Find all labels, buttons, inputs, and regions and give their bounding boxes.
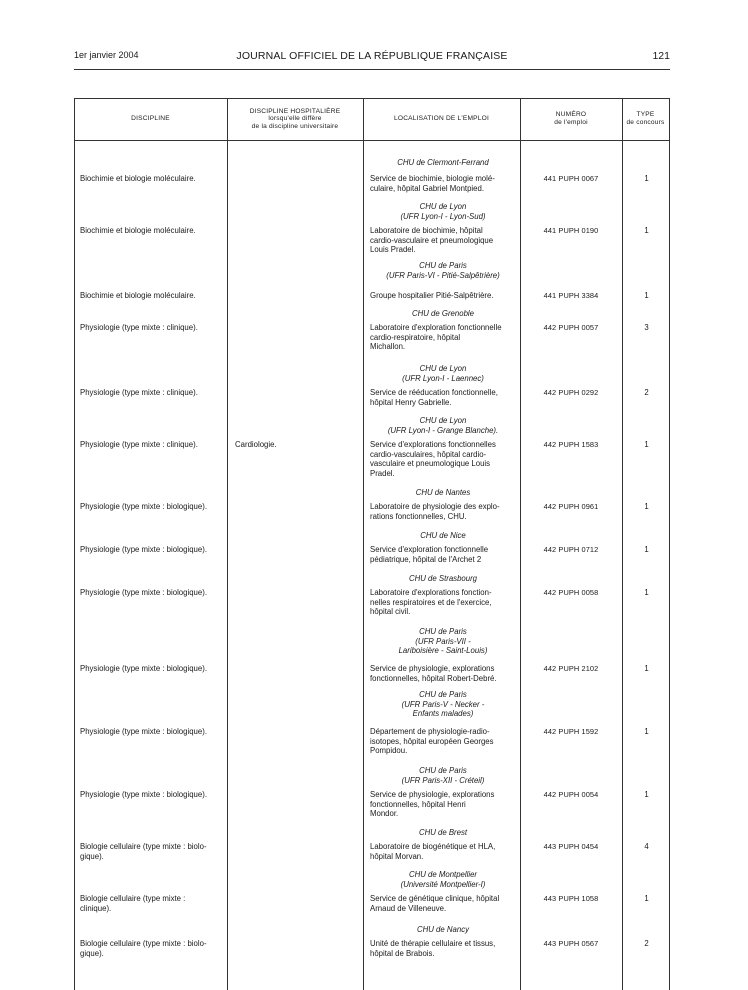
location-cell: Unité de thérapie cellulaire et tissus, hôpital de Brabois.	[370, 939, 496, 958]
competition-type-cell: 1	[644, 174, 649, 183]
location-cell: Service de rééducation fonctionnelle, hôpital Henry Gabrielle.	[370, 388, 498, 407]
competition-type-cell: 1	[644, 588, 649, 597]
hospital-center-name: CHU de Lyon (UFR Lyon-I - Laennec)	[402, 364, 484, 383]
hospital-center-name: CHU de Nancy	[417, 925, 469, 934]
position-number-cell: 442 PUPH 0054	[543, 790, 599, 799]
column-header-number: NUMÉRO de l'emploi	[554, 111, 588, 126]
discipline-cell: Physiologie (type mixte : biologique).	[80, 664, 207, 673]
location-cell: Département de physiologie-radio- isotopes, hôpital européen Georges Pompidou.	[370, 727, 494, 756]
position-number-cell: 441 PUPH 3384	[543, 291, 599, 300]
hospital-center-name: CHU de Paris (UFR Paris-VI - Pitié-Salpêtrière)	[386, 261, 500, 280]
competition-type-cell: 2	[644, 388, 649, 397]
hospital-center-name: CHU de Brest	[418, 828, 468, 837]
hospital-center-name: CHU de Nantes	[415, 488, 471, 497]
header-divider	[74, 140, 670, 141]
competition-type-cell: 1	[644, 502, 649, 511]
column-header-type: TYPE de concours	[626, 111, 665, 126]
location-cell: Laboratoire de physiologie des explo- rations fonctionnelles, CHU.	[370, 502, 500, 521]
competition-type-cell: 1	[644, 664, 649, 673]
column-divider	[363, 98, 364, 990]
position-number-cell: 442 PUPH 1583	[543, 440, 599, 449]
location-cell: Service de biochimie, biologie molé- culaire, hôpital Gabriel Montpied.	[370, 174, 495, 193]
position-number-cell: 442 PUPH 1592	[543, 727, 599, 736]
competition-type-cell: 1	[644, 894, 649, 903]
hospital-center-name: CHU de Nice	[420, 531, 466, 540]
location-cell: Service d'exploration fonctionnelle pédiatrique, hôpital de l'Archet 2	[370, 545, 489, 564]
hospital-center-name: CHU de Clermont-Ferrand	[397, 158, 489, 167]
location-cell: Laboratoire d'explorations fonction- nelles respiratoires et de l'exercice, hôpital civil.	[370, 588, 492, 617]
location-cell: Laboratoire d'exploration fonctionnelle cardio-respiratoire, hôpital Michallon.	[370, 323, 502, 352]
location-cell: Groupe hospitalier Pitié-Salpêtrière.	[370, 291, 494, 300]
discipline-cell: Physiologie (type mixte : biologique).	[80, 727, 207, 736]
competition-type-cell: 3	[644, 323, 649, 332]
hospital-center-name: CHU de Grenoble	[412, 309, 474, 318]
position-number-cell: 442 PUPH 0057	[543, 323, 599, 332]
discipline-cell: Physiologie (type mixte : biologique).	[80, 545, 207, 554]
discipline-cell: Physiologie (type mixte : clinique).	[80, 440, 198, 449]
position-number-cell: 442 PUPH 0961	[543, 502, 599, 511]
discipline-cell: Physiologie (type mixte : biologique).	[80, 790, 207, 799]
position-number-cell: 442 PUPH 0712	[543, 545, 599, 554]
publication-date: 1er janvier 2004	[74, 50, 139, 60]
hospital-center-name: CHU de Paris (UFR Paris-VII - Lariboisière - Saint-Louis)	[398, 627, 488, 656]
discipline-cell: Biologie cellulaire (type mixte : biolo- gique).	[80, 939, 207, 958]
discipline-cell: Physiologie (type mixte : biologique).	[80, 502, 207, 511]
position-number-cell: 441 PUPH 0190	[543, 226, 599, 235]
competition-type-cell: 1	[644, 790, 649, 799]
competition-type-cell: 1	[644, 226, 649, 235]
hospital-center-name: CHU de Paris (UFR Paris-XII - Créteil)	[401, 766, 485, 785]
header-rule	[74, 69, 670, 70]
competition-type-cell: 2	[644, 939, 649, 948]
hospital-center-name: CHU de Lyon (UFR Lyon-I - Grange Blanche).	[387, 416, 499, 435]
column-header-hospital-discipline: DISCIPLINE HOSPITALIÈRE lorsqu'elle diffère de la discipline universitaire	[249, 107, 341, 130]
position-number-cell: 442 PUPH 0292	[543, 388, 599, 397]
journal-title: JOURNAL OFFICIEL DE LA RÉPUBLIQUE FRANÇAISE	[236, 50, 508, 62]
discipline-cell: Physiologie (type mixte : clinique).	[80, 323, 198, 332]
page-header	[74, 50, 670, 66]
location-cell: Service de génétique clinique, hôpital Arnaud de Villeneuve.	[370, 894, 500, 913]
table-border-left	[74, 98, 75, 990]
position-number-cell: 443 PUPH 1058	[543, 894, 599, 903]
position-number-cell: 443 PUPH 0567	[543, 939, 599, 948]
position-number-cell: 442 PUPH 2102	[543, 664, 599, 673]
discipline-cell: Physiologie (type mixte : clinique).	[80, 388, 198, 397]
discipline-cell: Physiologie (type mixte : biologique).	[80, 588, 207, 597]
location-cell: Laboratoire de biogénétique et HLA, hôpital Morvan.	[370, 842, 496, 861]
hospital-center-name: CHU de Strasbourg	[408, 574, 478, 583]
competition-type-cell: 1	[644, 440, 649, 449]
competition-type-cell: 1	[644, 545, 649, 554]
discipline-cell: Biologie cellulaire (type mixte : clinique).	[80, 894, 186, 913]
competition-type-cell: 1	[644, 291, 649, 300]
position-number-cell: 443 PUPH 0454	[543, 842, 599, 851]
hospital-discipline-cell: Cardiologie.	[235, 440, 277, 449]
competition-type-cell: 1	[644, 727, 649, 736]
hospital-center-name: CHU de Montpellier (Université Montpellier-I)	[400, 870, 486, 889]
position-number-cell: 441 PUPH 0067	[543, 174, 599, 183]
discipline-cell: Biochimie et biologie moléculaire.	[80, 174, 196, 183]
competition-type-cell: 4	[644, 842, 649, 851]
hospital-center-name: CHU de Paris (UFR Paris-V - Necker - Enfants malades)	[401, 690, 485, 719]
column-header-discipline: DISCIPLINE	[131, 115, 170, 123]
location-cell: Service de physiologie, explorations fonctionnelles, hôpital Robert-Debré.	[370, 664, 497, 683]
location-cell: Service de physiologie, explorations fonctionnelles, hôpital Henri Mondor.	[370, 790, 495, 819]
hospital-center-name: CHU de Lyon (UFR Lyon-I - Lyon-Sud)	[400, 202, 486, 221]
discipline-cell: Biochimie et biologie moléculaire.	[80, 226, 196, 235]
column-header-location: LOCALISATION DE L'EMPLOI	[394, 115, 489, 123]
position-number-cell: 442 PUPH 0058	[543, 588, 599, 597]
column-divider	[227, 98, 228, 990]
discipline-cell: Biologie cellulaire (type mixte : biolo- gique).	[80, 842, 207, 861]
discipline-cell: Biochimie et biologie moléculaire.	[80, 291, 196, 300]
location-cell: Service d'explorations fonctionnelles cardio-vasculaires, hôpital cardio- vasculaire et pneumologique Louis Pradel.	[370, 440, 496, 478]
page-number: 121	[652, 50, 670, 62]
positions-table	[74, 98, 670, 990]
location-cell: Laboratoire de biochimie, hôpital cardio-vasculaire et pneumologique Louis Pradel.	[370, 226, 494, 255]
